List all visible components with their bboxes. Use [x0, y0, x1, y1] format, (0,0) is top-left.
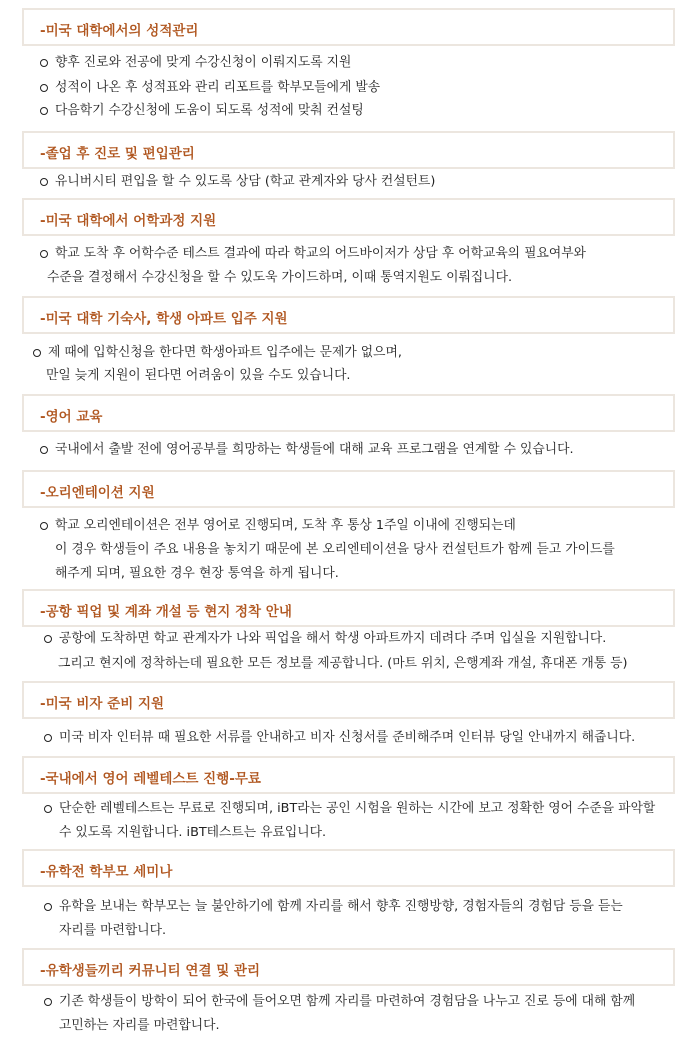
- list-item-text: 유니버시티 편입을 할 수 있도록 상담 (학교 관계자와 당사 컨설턴트): [55, 174, 436, 189]
- section-header-box: [22, 756, 675, 794]
- bullet-circle-icon: [40, 59, 48, 67]
- section-title: -영어 교육: [40, 409, 103, 425]
- bullet-circle-icon: [44, 903, 52, 911]
- section-title: -오리엔테이션 지원: [40, 485, 155, 501]
- section-title: -졸업 후 진로 및 편입관리: [40, 146, 195, 162]
- bullet-circle-icon: [33, 349, 41, 357]
- bullet-circle-icon: [40, 107, 48, 115]
- list-item-text: 학교 오리엔테이션은 전부 영어로 진행되며, 도착 후 통상 1주일 이내에 진행되는데: [55, 518, 516, 533]
- bullet-circle-icon: [40, 522, 48, 530]
- section-title: -미국 대학에서의 성적관리: [40, 23, 199, 39]
- list-item-text: 향후 진로와 전공에 맞게 수강신청이 이뤄지도록 지원: [55, 55, 352, 70]
- list-item-continuation: 이 경우 학생들이 주요 내용을 놓치기 때문에 본 오리엔테이션을 당사 컨설턴트가 함께 듣고 가이드를: [55, 542, 615, 557]
- section-title: -미국 대학 기숙사, 학생 아파트 입주 지원: [40, 311, 288, 327]
- section-header-box: [22, 948, 675, 986]
- bullet-circle-icon: [40, 178, 48, 186]
- section-header-box: [22, 8, 675, 46]
- list-item-text: 기존 학생들이 방학이 되어 한국에 들어오면 함께 자리를 마련하여 경험담을 나누고 진로 등에 대해 함께: [59, 994, 636, 1009]
- list-item-continuation: 그리고 현지에 정착하는데 필요한 모든 정보를 제공합니다. (마트 위치, 은행계좌 개설, 휴대폰 개통 등): [58, 656, 628, 671]
- section-header-box: [22, 470, 675, 508]
- list-item-continuation: 자리를 마련합니다.: [59, 923, 167, 938]
- bullet-circle-icon: [40, 250, 48, 258]
- section-header-box: [22, 394, 675, 432]
- section-title: -공항 픽업 및 계좌 개설 등 현지 정착 안내: [40, 604, 292, 620]
- section-title: -미국 비자 준비 지원: [40, 696, 165, 712]
- list-item-continuation: 수 있도록 지원합니다. iBT테스트는 유료입니다.: [59, 825, 327, 840]
- list-item-text: 유학을 보내는 학부모는 늘 불안하기에 함께 자리를 해서 향후 진행방향, 경험자들의 경험담 등을 듣는: [59, 899, 623, 914]
- bullet-circle-icon: [44, 998, 52, 1006]
- section-header-box: [22, 296, 675, 334]
- bullet-circle-icon: [44, 635, 52, 643]
- section-header-box: [22, 681, 675, 719]
- section-header-box: [22, 589, 675, 627]
- list-item-text: 국내에서 출발 전에 영어공부를 희망하는 학생들에 대해 교육 프로그램을 연계할 수 있습니다.: [55, 442, 574, 457]
- list-item-continuation: 만일 늦게 지원이 된다면 어려움이 있을 수도 있습니다.: [46, 368, 351, 383]
- bullet-circle-icon: [40, 84, 48, 92]
- list-item-continuation: 수준을 결정해서 수강신청을 할 수 있도욱 가이드하며, 이때 통역지원도 이뤄집니다.: [47, 270, 513, 285]
- section-title: -유학전 학부모 세미나: [40, 864, 173, 880]
- section-header-box: [22, 131, 675, 169]
- list-item-continuation: 고민하는 자리를 마련합니다.: [59, 1018, 220, 1033]
- section-header-box: [22, 849, 675, 887]
- section-title: -미국 대학에서 어학과정 지원: [40, 213, 217, 229]
- section-title: -유학생들끼리 커뮤니티 연결 및 관리: [40, 963, 261, 979]
- list-item-text: 학교 도착 후 어학수준 테스트 결과에 따라 학교의 어드바이저가 상담 후 어학교육의 필요여부와: [55, 246, 586, 261]
- list-item-text: 다음학기 수강신청에 도움이 되도록 성적에 맞춰 컨설팅: [55, 103, 364, 118]
- list-item-text: 성적이 나온 후 성적표와 관리 리포트를 학부모들에게 발송: [55, 80, 381, 95]
- list-item-text: 미국 비자 인터뷰 때 필요한 서류를 안내하고 비자 신청서를 준비해주며 인터뷰 당일 안내까지 해줍니다.: [59, 730, 636, 745]
- bullet-circle-icon: [40, 446, 48, 454]
- list-item-text: 제 때에 입학신청을 한다면 학생아파트 입주에는 문제가 없으며,: [48, 345, 402, 360]
- list-item-text: 공항에 도착하면 학교 관계자가 나와 픽업을 해서 학생 아파트까지 데려다 주며 입실을 지원합니다.: [59, 631, 607, 646]
- bullet-circle-icon: [44, 805, 52, 813]
- list-item-text: 단순한 레벨테스트는 무료로 진행되며, iBT라는 공인 시험을 원하는 시간에 보고 정확한 영어 수준을 파악할: [59, 801, 656, 816]
- list-item-continuation: 해주게 되며, 필요한 경우 현장 통역을 하게 됩니다.: [55, 566, 339, 581]
- bullet-circle-icon: [44, 734, 52, 742]
- section-header-box: [22, 198, 675, 236]
- section-title: -국내에서 영어 레벨테스트 진행-무료: [40, 771, 261, 787]
